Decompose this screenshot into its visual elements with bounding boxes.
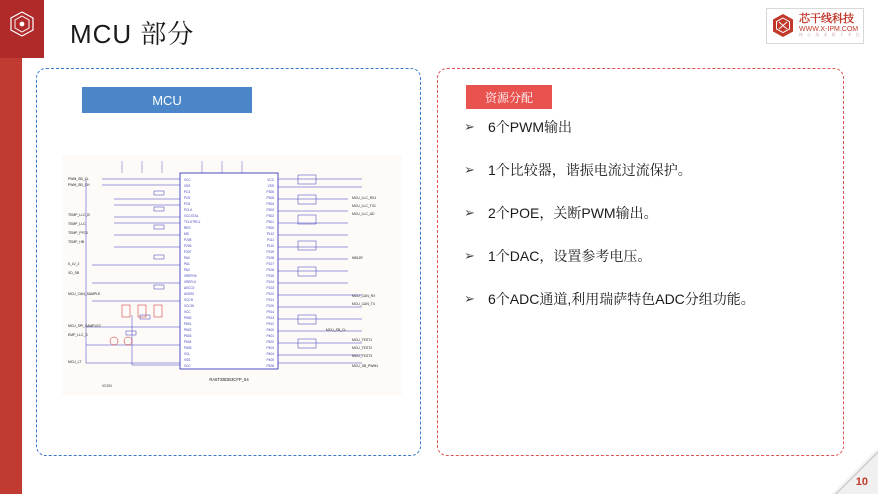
svg-text:VCCXTAL: VCCXTAL [184,214,199,218]
svg-text:P300: P300 [266,226,274,230]
svg-text:P112: P112 [266,232,274,236]
svg-text:MCU_TEST3: MCU_TEST3 [352,354,373,358]
svg-text:TEMP_HB: TEMP_HB [68,240,85,244]
mcu-schematic-image [62,155,402,395]
sidebar-accent-bar [0,58,22,494]
resource-bullet-list [464,117,825,332]
svg-text:P602: P602 [184,328,192,332]
bullet-arrow-icon: ➢ [464,248,475,263]
list-item [464,246,825,267]
svg-text:VSS: VSS [267,184,274,188]
svg-text:VREFL0: VREFL0 [184,280,197,284]
list-item-label: 1个比较器，谐振电流过流保护。 [488,162,692,178]
svg-text:P207: P207 [184,250,192,254]
svg-text:P913: P913 [266,316,274,320]
svg-text:PA2: PA2 [184,268,190,272]
svg-text:RA6T2BDB3CFP_64: RA6T2BDB3CFP_64 [209,377,249,382]
svg-text:TEMP_LLC: TEMP_LLC [68,222,86,226]
svg-text:P106: P106 [266,268,274,272]
svg-text:TEMP_LLC_B: TEMP_LLC_B [68,213,90,217]
svg-text:MCU_CAN_TX: MCU_CAN_TX [352,302,375,306]
mcu-panel-tag: MCU [82,87,252,113]
svg-text:PC5: PC5 [184,196,191,200]
svg-text:P109: P109 [266,250,274,254]
page-number: 10 [855,476,868,488]
svg-text:P402: P402 [266,340,274,344]
svg-text:P603: P603 [184,334,192,338]
svg-text:VSS: VSS [184,358,191,362]
svg-text:VCC: VCC [184,310,191,314]
svg-text:TEMP_PFC0: TEMP_PFC0 [68,231,88,235]
resource-panel-tag: 资源分配 [466,85,552,109]
svg-text:PA1: PA1 [184,262,190,266]
svg-text:MCU_LLC_RX1: MCU_LLC_RX1 [352,196,377,200]
svg-text:VCCH: VCCH [184,298,194,302]
svg-text:EMP_LLC_S: EMP_LLC_S [68,333,88,337]
svg-text:P108: P108 [266,256,274,260]
bullet-arrow-icon: ➢ [464,205,475,220]
svg-text:P101: P101 [266,298,274,302]
page-title: MCU 部分 [70,19,195,49]
svg-text:P403: P403 [266,346,274,350]
brand-subtitle: 核 心 技 术 源 于 专 注 [799,32,862,38]
svg-text:MCU_LT: MCU_LT [68,360,82,364]
svg-text:MCU_LLC_AD: MCU_LLC_AD [352,212,375,216]
svg-text:VD_SB: VD_SB [68,271,80,275]
svg-text:P206: P206 [184,244,192,248]
svg-text:NB11R: NB11R [352,256,363,260]
list-item-label: 1个DAC，设置参考电压。 [488,248,652,264]
bullet-arrow-icon: ➢ [464,162,475,177]
brand-name: 芯干线科技 [799,13,854,26]
svg-text:P912: P912 [266,322,274,326]
svg-text:VCC: VCC [267,178,274,182]
bullet-arrow-icon: ➢ [464,119,475,134]
svg-text:MCU_CAN_SAMPLE: MCU_CAN_SAMPLE [68,292,101,296]
svg-text:PWM_SB_CL: PWM_SB_CL [68,177,89,181]
svg-text:MD: MD [184,232,189,236]
svg-text:VCCIN: VCCIN [184,304,194,308]
svg-text:P103: P103 [266,286,274,290]
resource-allocation-panel [437,68,844,456]
svg-text:MCU_SB_CL: MCU_SB_CL [326,328,347,332]
svg-text:P107: P107 [266,262,274,266]
svg-text:PC6: PC6 [184,202,191,206]
bullet-arrow-icon: ➢ [464,291,475,306]
svg-text:P914: P914 [266,310,274,314]
list-item [464,160,825,181]
svg-text:MCU_TEST1: MCU_TEST1 [352,338,373,342]
company-logo-icon [9,11,35,37]
svg-text:PCLK: PCLK [184,208,193,212]
list-item [464,203,825,224]
brand-url: WWW.X-IPM.COM [799,26,859,33]
svg-text:VCCN: VCCN [102,384,112,388]
brand-hex-icon [771,13,795,39]
svg-text:VCL: VCL [184,352,191,356]
svg-text:P302: P302 [266,214,274,218]
svg-text:P306: P306 [266,190,274,194]
svg-text:P110: P110 [266,244,274,248]
svg-text:PC4: PC4 [184,190,191,194]
svg-text:P105: P105 [266,274,274,278]
svg-text:PA0: PA0 [184,256,190,260]
svg-text:P601: P601 [184,322,192,326]
svg-text:P303: P303 [266,208,274,212]
svg-text:VCC: VCC [184,178,191,182]
svg-text:P301: P301 [266,220,274,224]
svg-text:P111: P111 [267,238,274,242]
mcu-panel [36,68,421,456]
svg-text:MCU_CAN_RX: MCU_CAN_RX [352,294,376,298]
list-item-label: 6个ADC通道,利用瑞萨特色ADC分组功能。 [488,291,755,307]
list-item [464,289,825,310]
brand-logo [766,8,864,44]
svg-text:P406: P406 [266,364,274,368]
list-item [464,117,825,138]
svg-text:P304: P304 [266,202,274,206]
svg-text:P100: P100 [266,304,274,308]
svg-text:P401: P401 [266,334,274,338]
svg-text:VCC: VCC [184,364,191,368]
svg-text:MCU_SPI_SAMPLE2: MCU_SPI_SAMPLE2 [68,324,101,328]
svg-text:P104: P104 [266,280,274,284]
svg-text:TCLKTRCL: TCLKTRCL [184,220,201,224]
svg-text:5_LV_2: 5_LV_2 [68,262,80,266]
svg-text:P405: P405 [266,358,274,362]
svg-text:AVCC0: AVCC0 [184,286,195,290]
svg-text:P605: P605 [184,346,192,350]
svg-text:MCU_TEST2: MCU_TEST2 [352,346,373,350]
svg-text:P102: P102 [266,292,274,296]
svg-text:VREFH0: VREFH0 [184,274,197,278]
list-item-label: 6个PWM输出 [488,119,572,135]
svg-text:MCU_SB_PWM1: MCU_SB_PWM1 [352,364,379,368]
svg-text:P604: P604 [184,340,192,344]
svg-text:P600: P600 [184,316,192,320]
svg-text:P305: P305 [266,196,274,200]
svg-text:P400: P400 [266,328,274,332]
svg-text:AVSS0: AVSS0 [184,292,195,296]
svg-text:MCU_LLC_TX1: MCU_LLC_TX1 [352,204,376,208]
svg-text:P404: P404 [266,352,274,356]
list-item-label: 2个POE，关断PWM输出。 [488,205,658,221]
svg-text:VSS: VSS [184,184,191,188]
svg-text:RES: RES [184,226,191,230]
svg-text:P205: P205 [184,238,192,242]
svg-text:PWM_SB_CH: PWM_SB_CH [68,183,90,187]
